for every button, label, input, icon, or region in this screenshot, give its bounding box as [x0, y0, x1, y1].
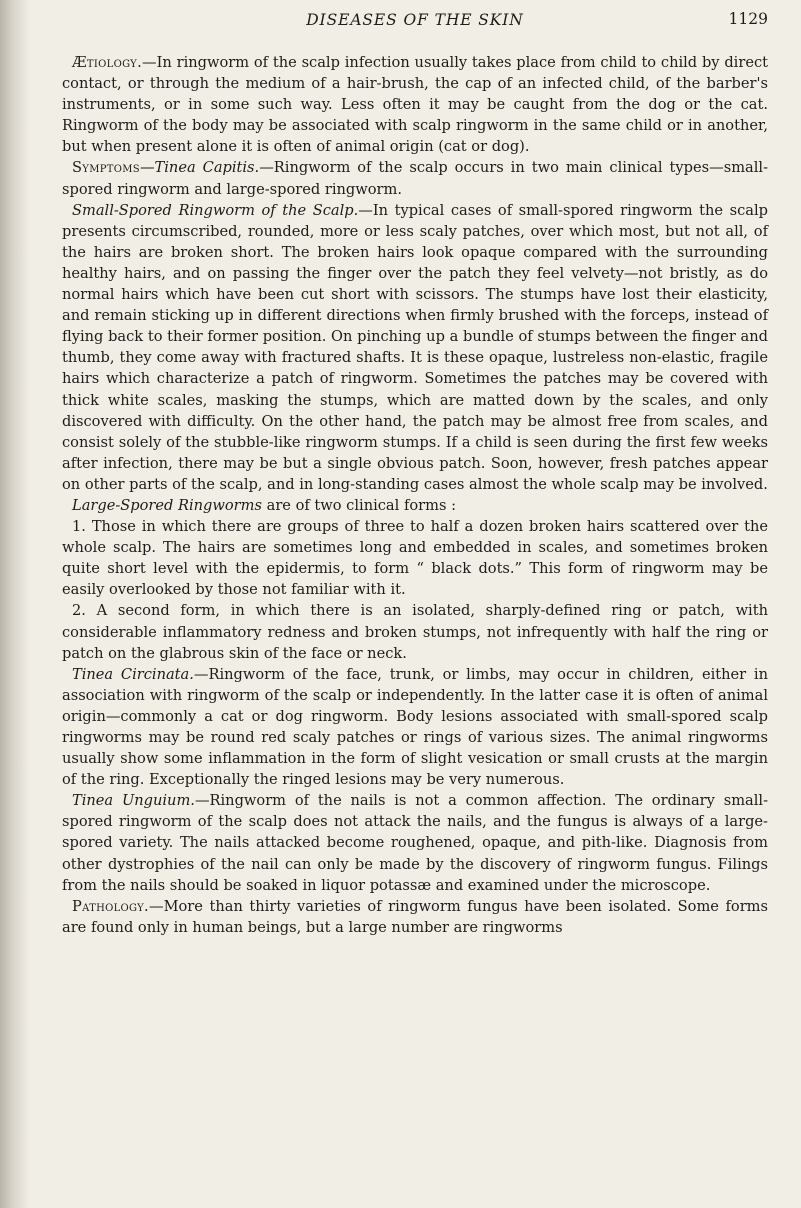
paragraph-form-2 — [62, 600, 768, 663]
paragraph-form-1 — [62, 516, 768, 600]
paragraph-lead: Ætiology. — [72, 54, 143, 71]
paragraph-symptoms — [62, 157, 768, 199]
paragraph-text: —In ringworm of the scalp infection usually takes place from child to child by direct contact, or through the medium of a hair-brush, the cap of an infected child, of the barber's instruments, or in some such way. Less often it may be caught from the dog or the cat. Ringworm of the body may be associated with scalp ringworm in the same child or in another, but when present alone it is often of animal origin (cat or dog). — [62, 54, 768, 156]
paragraph-lead: Tinea Circinata. — [72, 665, 194, 683]
paragraph-aetiology — [62, 52, 768, 157]
paragraph-tinea-unguium — [62, 790, 768, 895]
paragraph-text: —Ringworm of the face, trunk, or limbs, may occur in children, either in association with ringworm of the scalp or independently. In the latter case it is often of animal origin—commonly a cat or dog ringworm. Body lesions associated with small-spored scalp ringworms may be round red scaly patches or rings of various sizes. The animal ringworms usually show some inflammation in the form of slight vesication or small crusts at the margin of the ring. Exceptionally the ringed lesions may be very numerous. — [62, 665, 768, 789]
paragraph-tinea-circinata — [62, 664, 768, 791]
page-edge-shadow — [0, 0, 30, 1208]
paragraph-text: are of two clinical forms : — [261, 496, 456, 514]
paragraph-pathology — [62, 896, 768, 938]
body-text — [62, 52, 768, 938]
paragraph-text: —More than thirty varieties of ringworm fungus have been isolated. Some forms are found only in human beings, but a large number are ringworms — [62, 897, 768, 936]
paragraph-lead: Symptoms — [72, 159, 140, 177]
paragraph-text: 1. Those in which there are groups of three to half a dozen broken hairs scattered over the whole scalp. The hairs are sometimes long and embedded in scales, and sometimes broken quite short level with the epidermis, to form “ black dots.” This form of ringworm may be easily overlooked by those not familiar with it. — [62, 518, 768, 599]
paragraph-small-spored — [62, 200, 768, 495]
page-number: 1129 — [728, 10, 768, 28]
book-page — [62, 0, 768, 938]
paragraph-lead: Small-Spored Ringworm of the Scalp. — [72, 201, 359, 219]
paragraph-large-spored — [62, 495, 768, 516]
paragraph-text: —Ringworm of the nails is not a common affection. The ordinary small-spored ringworm of the scalp does not attack the nails, and the fungus is always of a large-spored variety. The nails attacked become roughened, opaque, and pith-like. Diagnosis from other dystrophies of the nail can only be made by the discovery of ringworm fungus. Filings from the nails should be soaked in liquor potassæ and examined under the microscope. — [62, 792, 768, 894]
paragraph-text: —In typical cases of small-spored ringworm the scalp presents circumscribed, rounded, more or less scaly patches, over which most, but not all, of the hairs are broken short. The broken hairs look opaque compared with the surrounding healthy hairs, and on passing the finger over the patch they feel velvety—not bristly, as do normal hairs which have been cut short with scissors. The stumps have lost their elasticity, and remain sticking up in different directions when firmly brushed with the forceps, instead of flying back to their former position. On pinching up a bundle of stumps between the finger and thumb, they come away with fractured shafts. It is these opaque, lustreless non-elastic, fragile hairs which characterize a patch of ringworm. Sometimes the patches may be covered with thick white scales, masking the stumps, which are matted down by the scales, and only discovered with difficulty. On the other hand, the patch may be almost free from scales, and consist solely of the stubble-like ringworm stumps. If a child is seen during the first few weeks after infection, there may be but a single obvious patch. Soon, however, fresh patches appear on other parts of the scalp, and in long-standing cases almost the whole scalp may be involved. — [62, 201, 768, 493]
paragraph-lead: Pathology. — [72, 897, 149, 915]
paragraph-text: 2. A second form, in which there is an isolated, sharply-defined ring or patch, with considerable inflammatory redness and broken stumps, not infrequently with half the ring or patch on the glabrous skin of the face or neck. — [62, 602, 768, 662]
running-header — [62, 0, 768, 40]
paragraph-text: —Ringworm of the scalp occurs in two main clinical types—small-spored ringworm and large-spored ringworm. — [62, 159, 768, 198]
paragraph-lead: Tinea Unguium. — [72, 792, 195, 810]
paragraph-sublead: —Tinea Capitis. — [139, 159, 260, 177]
paragraph-lead: Large-Spored Ringworms — [72, 496, 262, 514]
running-title: DISEASES OF THE SKIN — [306, 11, 524, 29]
